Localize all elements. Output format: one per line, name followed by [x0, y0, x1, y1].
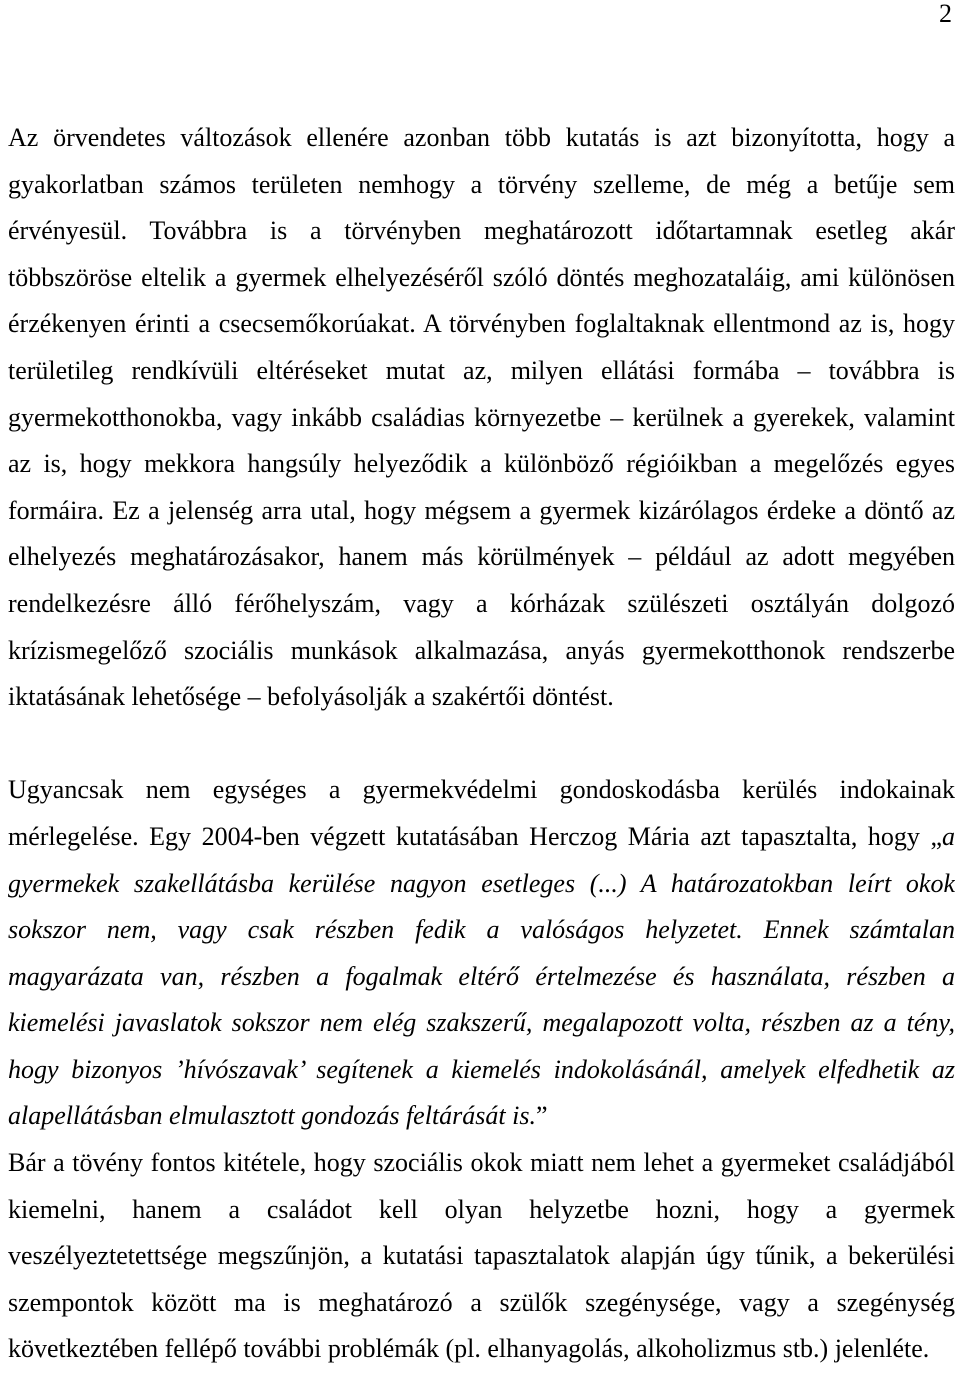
text-line — [8, 628, 955, 675]
line-text: gyakorlatban számos területen nemhogy a törvény szelleme, de még a betűje sem — [8, 169, 955, 199]
document-body — [8, 115, 955, 1373]
text-line — [8, 581, 955, 628]
line-text: többszöröse eltelik a gyermek elhelyezéséről szóló döntés meghozataláig, ami különösen — [8, 262, 955, 292]
text-line — [8, 954, 955, 1001]
quoted-text: magyarázata van, részben a fogalmak eltérő értelmezése és használata, részben a — [8, 961, 955, 991]
quoted-text: a — [942, 821, 955, 851]
page-number: 2 — [939, 0, 952, 28]
paragraph-3 — [8, 1140, 955, 1373]
text-line — [8, 1047, 955, 1094]
line-text: Az örvendetes változások ellenére azonban több kutatás is azt bizonyította, hogy a — [8, 123, 955, 152]
paragraph-1 — [8, 115, 955, 721]
text-line — [8, 674, 955, 721]
text-line — [8, 441, 955, 488]
line-text: formáira. Ez a jelenség arra utal, hogy mégsem a gyermek kizárólagos érdeke a döntő az — [8, 495, 955, 525]
text-line — [8, 488, 955, 535]
paragraph-2 — [8, 767, 955, 1140]
text-line — [8, 534, 955, 581]
quoted-text: gyermekek szakellátásba kerülése nagyon esetleges (...) A határozatokban leírt okok — [8, 868, 955, 898]
text-line — [8, 255, 955, 302]
text-line — [8, 1233, 955, 1280]
line-text: kiemelni, hanem a családot kell olyan helyzetbe hozni, hogy a gyermek — [8, 1194, 955, 1224]
text-line — [8, 1187, 955, 1234]
line-text: Bár a tövény fontos kitétele, hogy szociális okok miatt nem lehet a gyermeket családjából — [8, 1148, 955, 1178]
quoted-text: hogy bizonyos ’hívószavak’ segítenek a kiemelés indokolásánál, amelyek elfedhetik az — [8, 1054, 955, 1084]
text-line — [8, 301, 955, 348]
text-line — [8, 1093, 955, 1140]
text-line — [8, 208, 955, 255]
text-line — [8, 767, 955, 814]
line-text: érzékenyen érinti a csecsemőkorúakat. A törvényben foglaltaknak ellentmond az is, hogy — [8, 309, 955, 339]
quoted-text: kiemelési javaslatok sokszor nem elég szakszerű, megalapozott volta, részben az a tény, — [8, 1008, 955, 1038]
text-line — [8, 814, 955, 861]
text-line — [8, 1000, 955, 1047]
text-line — [8, 1280, 955, 1327]
line-text: szempontok között ma is meghatározó a szülők szegénysége, vagy a szegénység — [8, 1287, 955, 1317]
line-text: elhelyezés meghatározásakor, hanem más körülmények – például az adott megyében — [8, 542, 955, 572]
line-text: rendelkezésre álló férőhelyszám, vagy a kórházak szülészeti osztályán dolgozó — [8, 588, 955, 618]
text-line — [8, 395, 955, 442]
quoted-text: sokszor nem, vagy csak részben fedik a valóságos helyzetet. Ennek számtalan — [8, 915, 955, 945]
line-text: Ugyancsak nem egységes a gyermekvédelmi gondoskodásba kerülés indokainak — [8, 775, 955, 805]
quoted-text: alapellátásban elmulasztott gondozás feltárását is. — [8, 1101, 536, 1131]
line-text: érvényesül. Továbbra is a törvényben meghatározott időtartamnak esetleg akár — [8, 216, 955, 246]
text-line — [8, 1326, 955, 1373]
text-line — [8, 162, 955, 209]
text-line — [8, 348, 955, 395]
text-line — [8, 1140, 955, 1187]
text-line — [8, 115, 955, 162]
line-text: krízismegelőző szociális munkások alkalmazása, anyás gyermekotthonok rendszerbe — [8, 635, 955, 665]
line-text: veszélyeztetettsége megszűnjön, a kutatási tapasztalatok alapján úgy tűnik, a bekerülési — [8, 1241, 955, 1271]
line-text: iktatásának lehetősége – befolyásolják a szakértői döntést. — [8, 682, 614, 712]
line-text: következtében fellépő további problémák (pl. elhanyagolás, alkoholizmus stb.) jelenléte. — [8, 1334, 930, 1364]
line-text: gyermekotthonokba, vagy inkább családias környezetbe – kerülnek a gyerekek, valamint — [8, 402, 955, 432]
text-line — [8, 861, 955, 908]
line-text: területileg rendkívüli eltéréseket mutat az, milyen ellátási formába – továbbra is — [8, 355, 955, 385]
line-text: az is, hogy mekkora hangsúly helyeződik a különböző régióikban a megelőzés egyes — [8, 449, 955, 479]
line-text: mérlegelése. Egy 2004-ben végzett kutatásában Herczog Mária azt tapasztalta, hogy „ — [8, 821, 942, 851]
text-line — [8, 907, 955, 954]
closing-quote: ” — [535, 1101, 548, 1131]
